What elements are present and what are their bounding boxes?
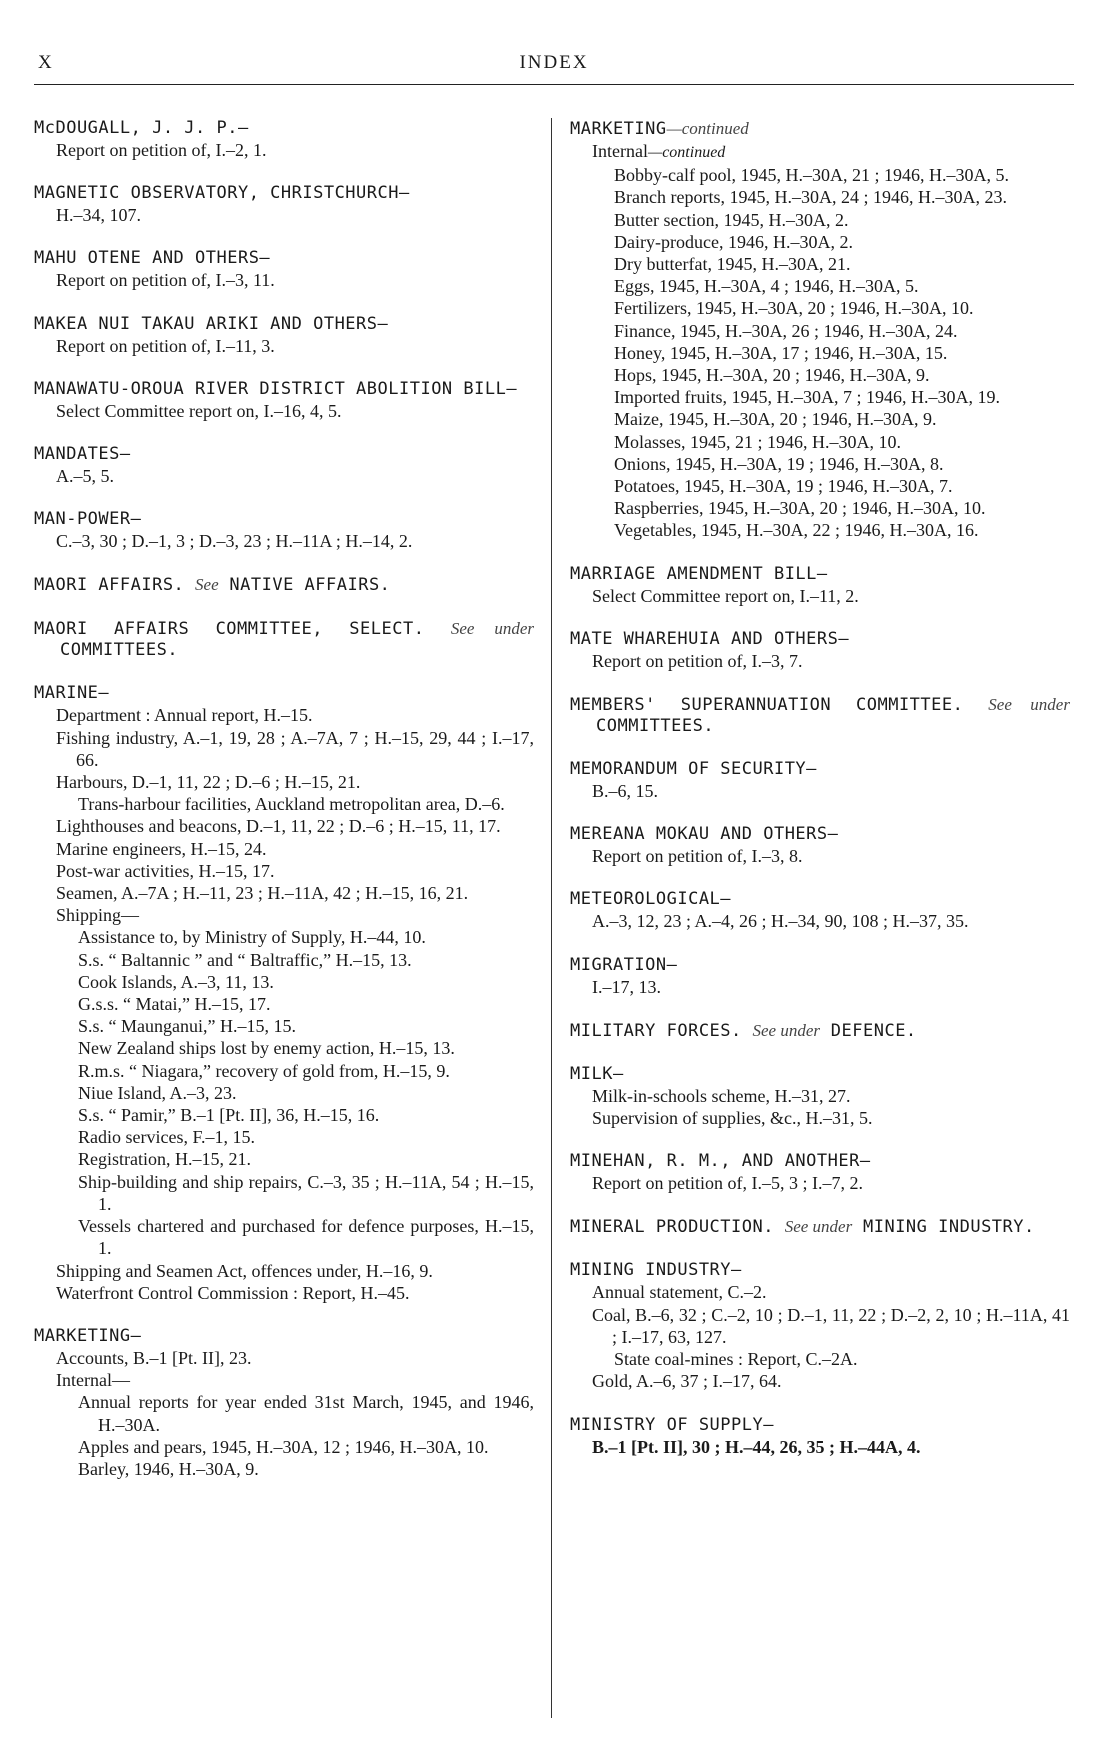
index-subentry [34, 1458, 534, 1480]
header-rule [34, 84, 1074, 85]
index-subentry [34, 1215, 534, 1259]
reference-text: Annual statement, C.–2. [592, 1282, 767, 1303]
entry-heading [34, 1326, 534, 1347]
reference-text: Hops, 1945, H.–30A, 20 ; 1946, H.–30A, 9. [614, 365, 930, 386]
heading-text: MAN-POWER— [34, 509, 142, 530]
page-number: X [38, 52, 53, 73]
index-reference [34, 400, 534, 422]
reference-text: Niue Island, A.–3, 23. [78, 1082, 237, 1103]
continued-label: —continued [666, 119, 749, 138]
heading-text: MIGRATION— [570, 954, 678, 975]
reference-text: Select Committee report on, I.–16, 4, 5. [56, 400, 342, 421]
index-entry [570, 629, 1070, 672]
reference-text: Trans-harbour facilities, Auckland metropolitan area, D.–6. [78, 794, 505, 815]
index-reference [570, 976, 1070, 998]
reference-text: New Zealand ships lost by enemy action, H.–15, 13. [78, 1038, 455, 1059]
index-subentry [34, 1015, 534, 1037]
index-reference [570, 845, 1070, 867]
index-entry [570, 1216, 1070, 1238]
reference-text: Report on petition of, I.–3, 11. [56, 270, 275, 291]
reference-text: Fertilizers, 1945, H.–30A, 20 ; 1946, H.–30A, 10. [614, 298, 974, 319]
reference-text: Report on petition of, I.–5, 3 ; I.–7, 2. [592, 1173, 863, 1194]
entry-heading [570, 1020, 1070, 1042]
index-subentry [570, 519, 1070, 541]
heading-text: MARINE— [34, 683, 110, 704]
reference-text: Fishing industry, A.–1, 19, 28 ; A.–7A, 7 ; H.–15, 29, 44 ; I.–17, 66. [56, 727, 534, 770]
index-entry [570, 1260, 1070, 1392]
index-subentry [34, 1126, 534, 1148]
index-subentry [570, 475, 1070, 497]
heading-text: MINEHAN, R. M., AND ANOTHER— [570, 1151, 871, 1172]
entry-heading [34, 183, 534, 204]
heading-text: MEREANA MOKAU AND OTHERS— [570, 824, 839, 845]
index-subentry [570, 297, 1070, 319]
entry-heading [570, 629, 1070, 650]
heading-text: MARRIAGE AMENDMENT BILL— [570, 563, 828, 584]
entry-heading [570, 1216, 1070, 1238]
index-subentry [34, 1104, 534, 1126]
index-subentry [570, 364, 1070, 386]
reference-text: Registration, H.–15, 21. [78, 1149, 251, 1170]
index-subentry [34, 793, 534, 815]
heading-text: MINERAL PRODUCTION. [570, 1217, 774, 1238]
reference-text: Accounts, B.–1 [Pt. II], 23. [56, 1347, 252, 1368]
reference-text: S.s. “ Maunganui,” H.–15, 15. [78, 1016, 296, 1037]
index-reference [570, 140, 1070, 164]
index-reference [570, 910, 1070, 932]
reference-text: Maize, 1945, H.–30A, 20 ; 1946, H.–30A, 9. [614, 409, 937, 430]
index-reference [570, 585, 1070, 607]
column-divider [551, 118, 552, 1718]
see-reference: See [195, 575, 219, 595]
index-reference [34, 530, 534, 552]
index-reference [34, 465, 534, 487]
entry-heading [34, 618, 534, 661]
index-subentry [570, 253, 1070, 275]
heading-text: MANAWATU-OROUA RIVER DISTRICT ABOLITION BILL— [34, 378, 518, 399]
index-subentry [34, 993, 534, 1015]
entry-heading [570, 889, 1070, 910]
index-reference [570, 780, 1070, 802]
heading-text: MEMORANDUM OF SECURITY— [570, 759, 817, 780]
heading-text: MAORI AFFAIRS. [34, 575, 185, 596]
reference-text: Lighthouses and beacons, D.–1, 11, 22 ; D.–6 ; H.–15, 11, 17. [56, 816, 501, 837]
index-subentry [570, 164, 1070, 186]
index-reference [570, 1281, 1070, 1303]
index-entry [34, 314, 534, 357]
reference-text: G.s.s. “ Matai,” H.–15, 17. [78, 994, 271, 1015]
index-subentry [570, 209, 1070, 231]
heading-text: MATE WHAREHUIA AND OTHERS— [570, 628, 850, 649]
entry-heading [34, 509, 534, 530]
reference-text: Finance, 1945, H.–30A, 26 ; 1946, H.–30A, 24. [614, 320, 958, 341]
index-subentry [34, 949, 534, 971]
reference-text: Butter section, 1945, H.–30A, 2. [614, 209, 849, 230]
reference-text: Eggs, 1945, H.–30A, 4 ; 1946, H.–30A, 5. [614, 276, 919, 297]
heading-text: McDOUGALL, J. J. P.— [34, 118, 249, 138]
index-subentry [34, 1037, 534, 1059]
index-reference [34, 815, 534, 837]
index-reference [34, 838, 534, 860]
entry-heading [570, 759, 1070, 780]
index-entry [570, 955, 1070, 998]
heading-text: MEMBERS' SUPERANNUATION COMMITTEE. [570, 695, 964, 716]
heading-text: MILK— [570, 1063, 624, 1084]
page-title: INDEX [519, 52, 589, 73]
right-column [570, 118, 1070, 1458]
reference-text: Shipping and Seamen Act, offences under, H.–16, 9. [56, 1260, 433, 1281]
index-entry [570, 564, 1070, 607]
reference-text: Department : Annual report, H.–15. [56, 705, 313, 726]
index-subentry [34, 1391, 534, 1435]
index-entry [570, 1415, 1070, 1458]
index-subentry [570, 386, 1070, 408]
entry-heading [570, 1260, 1070, 1281]
entry-heading [34, 379, 534, 400]
index-reference [34, 860, 534, 882]
reference-text: S.s. “ Pamir,” B.–1 [Pt. II], 36, H.–15, 16. [78, 1105, 380, 1126]
index-reference [34, 269, 534, 291]
heading-text: MANDATES— [34, 444, 131, 465]
heading-text: METEOROLOGICAL— [570, 889, 732, 910]
index-reference [570, 1172, 1070, 1194]
reference-text: Apples and pears, 1945, H.–30A, 12 ; 1946, H.–30A, 10. [78, 1436, 489, 1457]
reference-text: Potatoes, 1945, H.–30A, 19 ; 1946, H.–30A, 7. [614, 476, 953, 497]
index-reference [570, 1370, 1070, 1392]
entry-heading [570, 564, 1070, 585]
index-reference [34, 204, 534, 226]
index-entry [570, 1020, 1070, 1042]
heading-text: MAKEA NUI TAKAU ARIKI AND OTHERS— [34, 313, 389, 334]
heading-text: MARKETING [570, 119, 667, 139]
index-reference [34, 1282, 534, 1304]
reference-text: Vegetables, 1945, H.–30A, 22 ; 1946, H.–30A, 16. [614, 520, 979, 541]
cross-reference-target: DEFENCE. [830, 1020, 917, 1041]
reference-text: Report on petition of, I.–3, 7. [592, 650, 803, 671]
index-reference [34, 727, 534, 771]
reference-text: Supervision of supplies, &c., H.–31, 5. [592, 1108, 873, 1129]
reference-text: Shipping— [56, 905, 140, 926]
index-reference [34, 1347, 534, 1369]
reference-text: Onions, 1945, H.–30A, 19 ; 1946, H.–30A, 8. [614, 453, 944, 474]
entry-heading [570, 1151, 1070, 1172]
index-subentry [570, 431, 1070, 453]
reference-text: B.–6, 15. [592, 781, 659, 802]
reference-text: State coal-mines : Report, C.–2A. [614, 1349, 858, 1370]
reference-text: Gold, A.–6, 37 ; I.–17, 64. [592, 1371, 782, 1392]
see-reference: See under [988, 695, 1070, 715]
reference-text: Honey, 1945, H.–30A, 17 ; 1946, H.–30A, 15. [614, 342, 948, 363]
index-entry [34, 574, 534, 596]
page-header [34, 46, 1074, 86]
index-subentry [570, 408, 1070, 430]
index-reference [34, 704, 534, 726]
entry-heading [570, 824, 1070, 845]
index-subentry [570, 186, 1070, 208]
reference-text: Ship-building and ship repairs, C.–3, 35 ; H.–11A, 54 ; H.–15, 1. [78, 1171, 534, 1214]
see-reference: See under [450, 619, 534, 639]
reference-text: C.–3, 30 ; D.–1, 3 ; D.–3, 23 ; H.–11A ; H.–14, 2. [56, 531, 413, 552]
index-reference [34, 335, 534, 357]
heading-text: MARKETING— [34, 1325, 142, 1346]
reference-text: Report on petition of, I.–11, 3. [56, 335, 275, 356]
index-subentry [34, 1082, 534, 1104]
entry-heading [34, 683, 534, 704]
index-entry [570, 759, 1070, 802]
reference-text: Assistance to, by Ministry of Supply, H.–44, 10. [78, 927, 426, 948]
reference-text: Marine engineers, H.–15, 24. [56, 838, 267, 859]
entry-heading [34, 118, 534, 139]
index-entry [34, 118, 534, 161]
heading-text: MAORI AFFAIRS COMMITTEE, SELECT. [34, 619, 425, 640]
reference-text: Post-war activities, H.–15, 17. [56, 860, 275, 881]
reference-text: Raspberries, 1945, H.–30A, 20 ; 1946, H.–30A, 10. [614, 498, 986, 519]
index-entry [34, 248, 534, 291]
entry-heading [570, 1064, 1070, 1085]
heading-text: MINING INDUSTRY— [570, 1260, 742, 1281]
index-subentry [34, 926, 534, 948]
entry-heading [570, 694, 1070, 737]
index-entry [570, 889, 1070, 932]
index-entry [34, 444, 534, 487]
index-entry [34, 379, 534, 422]
reference-text: Bobby-calf pool, 1945, H.–30A, 21 ; 1946, H.–30A, 5. [614, 165, 1009, 186]
index-subentry [570, 497, 1070, 519]
index-reference [570, 1107, 1070, 1129]
index-entry [570, 824, 1070, 867]
index-reference [34, 904, 534, 926]
index-reference [34, 771, 534, 793]
reference-text: Harbours, D.–1, 11, 22 ; D.–6 ; H.–15, 21. [56, 772, 361, 793]
reference-text: Cook Islands, A.–3, 11, 13. [78, 971, 274, 992]
index-subentry [570, 231, 1070, 253]
reference-text: S.s. “ Baltannic ” and “ Baltraffic,” H.–15, 13. [78, 949, 412, 970]
reference-text: Molasses, 1945, 21 ; 1946, H.–30A, 10. [614, 431, 901, 452]
reference-text: R.m.s. “ Niagara,” recovery of gold from, H.–15, 9. [78, 1060, 450, 1081]
entry-heading [570, 1415, 1070, 1436]
heading-text: MAHU OTENE AND OTHERS— [34, 248, 271, 269]
index-subentry [34, 971, 534, 993]
reference-text: Barley, 1946, H.–30A, 9. [78, 1458, 259, 1479]
reference-text: A.–5, 5. [56, 466, 114, 487]
index-subentry [34, 1171, 534, 1215]
index-entry [570, 118, 1070, 542]
index-subentry [570, 320, 1070, 342]
index-reference [34, 139, 534, 161]
index-subentry [570, 453, 1070, 475]
reference-text: Vessels chartered and purchased for defence purposes, H.–15, 1. [78, 1216, 534, 1259]
see-reference: See under [752, 1020, 821, 1040]
reference-text: Internal— [56, 1370, 130, 1391]
cross-reference-target: COMMITTEES. [596, 716, 715, 737]
entry-heading [570, 955, 1070, 976]
heading-text: MINISTRY OF SUPPLY— [570, 1414, 774, 1435]
reference-text: Waterfront Control Commission : Report, H.–45. [56, 1282, 410, 1303]
see-reference: See under [784, 1217, 853, 1237]
reference-text: Report on petition of, I.–2, 1. [56, 140, 267, 160]
index-subentry [570, 1348, 1070, 1370]
index-entry [570, 694, 1070, 737]
reference-text: Dry butterfat, 1945, H.–30A, 21. [614, 254, 851, 275]
reference-text: I.–17, 13. [592, 976, 661, 997]
entry-heading [570, 118, 1070, 140]
entry-heading [34, 314, 534, 335]
reference-text: Select Committee report on, I.–11, 2. [592, 585, 859, 606]
cross-reference-target: MINING INDUSTRY. [862, 1217, 1035, 1238]
entry-heading [34, 574, 534, 596]
reference-text: Dairy-produce, 1946, H.–30A, 2. [614, 231, 853, 252]
reference-text: Coal, B.–6, 32 ; C.–2, 10 ; D.–1, 11, 22 ; D.–2, 2, 10 ; H.–11A, 41 ; I.–17, 63, 127. [592, 1304, 1070, 1347]
reference-text: Radio services, F.–1, 15. [78, 1127, 256, 1148]
index-subentry [570, 342, 1070, 364]
index-reference [34, 1369, 534, 1391]
index-reference [570, 1085, 1070, 1107]
index-entry [34, 183, 534, 226]
index-subentry [34, 1060, 534, 1082]
index-entry [34, 618, 534, 661]
reference-text: H.–34, 107. [56, 205, 141, 226]
index-reference [570, 1436, 1070, 1458]
index-subentry [34, 1436, 534, 1458]
index-entry [34, 509, 534, 552]
entry-heading [34, 248, 534, 269]
reference-text: Imported fruits, 1945, H.–30A, 7 ; 1946, H.–30A, 19. [614, 387, 1000, 408]
index-reference [34, 882, 534, 904]
index-reference [570, 650, 1070, 672]
index-reference [570, 1304, 1070, 1348]
reference-text: Seamen, A.–7A ; H.–11, 23 ; H.–11A, 42 ; H.–15, 16, 21. [56, 883, 469, 904]
index-entry [570, 1064, 1070, 1129]
index-entry [570, 1151, 1070, 1194]
heading-text: MAGNETIC OBSERVATORY, CHRISTCHURCH— [34, 183, 410, 204]
reference-text: Report on petition of, I.–3, 8. [592, 846, 803, 867]
left-column [34, 118, 534, 1480]
index-subentry [570, 275, 1070, 297]
reference-text: Annual reports for year ended 31st March, 1945, and 1946, H.–30A. [78, 1392, 534, 1435]
entry-heading [34, 444, 534, 465]
cross-reference-target: COMMITTEES. [60, 640, 179, 661]
index-subentry [34, 1148, 534, 1170]
reference-text: A.–3, 12, 23 ; A.–4, 26 ; H.–34, 90, 108 ; H.–37, 35. [592, 911, 969, 932]
reference-text: B.–1 [Pt. II], 30 ; H.–44, 26, 35 ; H.–44A, 4. [592, 1436, 921, 1457]
reference-text: Internal [592, 141, 648, 161]
index-reference [34, 1260, 534, 1282]
reference-text: Milk-in-schools scheme, H.–31, 27. [592, 1085, 851, 1106]
index-entry [34, 1326, 534, 1480]
continued-label: —continued [647, 144, 726, 161]
cross-reference-target: NATIVE AFFAIRS. [229, 575, 391, 596]
heading-text: MILITARY FORCES. [570, 1020, 742, 1041]
index-entry [34, 683, 534, 1303]
reference-text: Branch reports, 1945, H.–30A, 24 ; 1946, H.–30A, 23. [614, 187, 1007, 208]
